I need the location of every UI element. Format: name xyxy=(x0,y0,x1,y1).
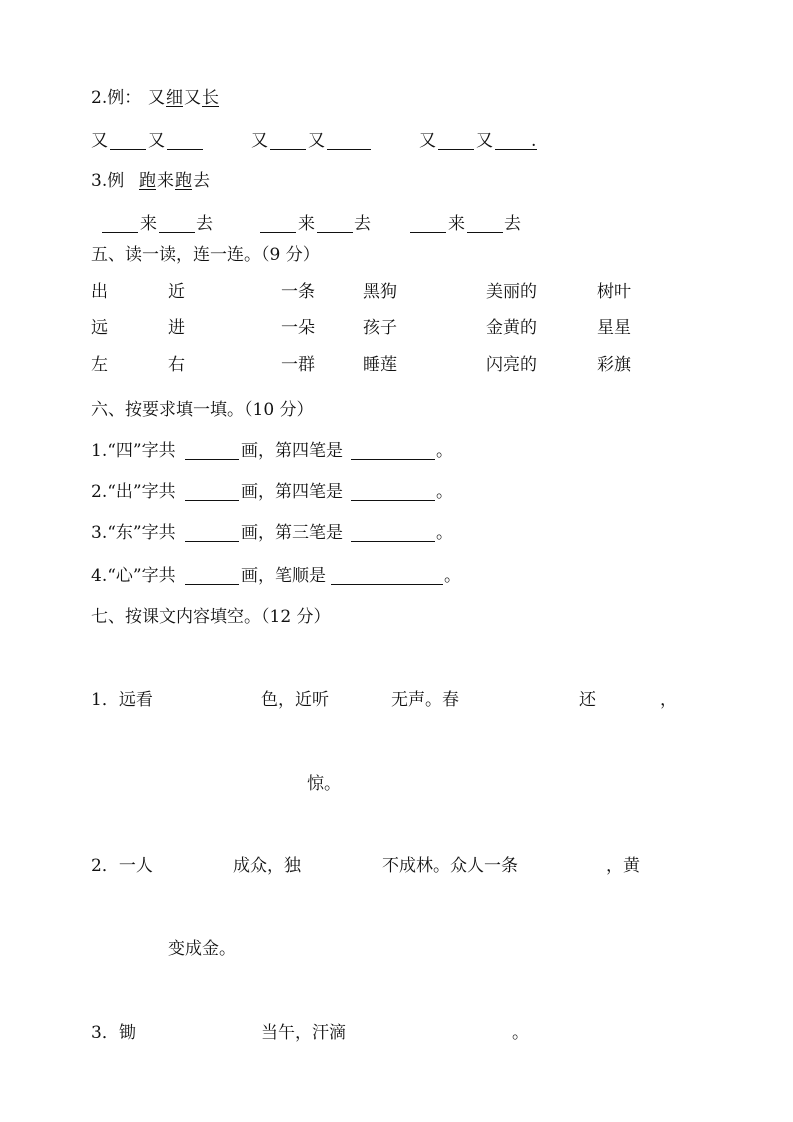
blank-suffix: 来 xyxy=(298,214,315,234)
match-item[interactable]: 左 xyxy=(91,355,108,375)
match-item[interactable]: 黑狗 xyxy=(363,282,397,302)
ex3-char: 来 xyxy=(157,171,174,191)
fill-blank[interactable] xyxy=(185,523,239,542)
fill-blank[interactable] xyxy=(102,214,138,233)
fill-blank[interactable] xyxy=(410,214,446,233)
match-item[interactable]: 近 xyxy=(168,282,185,302)
section-7-title: 七、按课文内容填空。（12 分） xyxy=(91,607,331,627)
poem-text: 无声。春 xyxy=(391,690,459,710)
section-5-title: 五、读一读，连一连。（9 分） xyxy=(91,245,320,265)
match-item[interactable]: 金黄的 xyxy=(486,318,537,338)
fill-blank[interactable] xyxy=(260,214,296,233)
match-item[interactable]: 右 xyxy=(168,355,185,375)
question-text: 画，第四笔是 xyxy=(241,482,343,502)
poem-text: 不成林。众人一条 xyxy=(382,856,518,876)
ex3-prefix: 3.例 xyxy=(91,171,125,191)
question-text: 1.“四”字共 xyxy=(91,441,176,461)
ex3-char: 跑 xyxy=(139,171,156,191)
match-item[interactable]: 彩旗 xyxy=(597,355,631,375)
fill-blank[interactable] xyxy=(185,566,239,585)
fill-blank[interactable] xyxy=(159,214,195,233)
question-text: 画，笔顺是 xyxy=(241,566,326,586)
question-end: 。 xyxy=(436,482,453,502)
blank-prefix: 又 xyxy=(91,131,108,151)
poem-text: 还 xyxy=(579,690,596,710)
fill-blank[interactable] xyxy=(327,131,371,150)
fill-blank[interactable] xyxy=(351,523,435,542)
fill-blank[interactable] xyxy=(167,131,203,150)
blank-suffix: 去 xyxy=(196,214,213,234)
poem-text: 2．一人 xyxy=(91,856,153,876)
ex2-char: 又 xyxy=(148,88,165,108)
ex3-char: 跑 xyxy=(175,171,192,191)
blank-prefix: 又 xyxy=(251,131,268,151)
question-text: 画，第三笔是 xyxy=(241,523,343,543)
blank-suffix: 来 xyxy=(448,214,465,234)
ex3-char: 去 xyxy=(193,171,210,191)
ex2-char: 又 xyxy=(184,88,201,108)
match-item[interactable]: 树叶 xyxy=(597,282,631,302)
poem-text: ， xyxy=(660,690,677,710)
match-item[interactable]: 美丽的 xyxy=(486,282,537,302)
fill-blank[interactable] xyxy=(351,441,435,460)
match-item[interactable]: 出 xyxy=(91,282,108,302)
blank-suffix: 来 xyxy=(140,214,157,234)
blank-prefix: 又 xyxy=(308,131,325,151)
match-item[interactable]: 一条 xyxy=(281,282,315,302)
blank-prefix: 又 xyxy=(419,131,436,151)
poem-text: 成众，独 xyxy=(233,856,301,876)
match-item[interactable]: 孩子 xyxy=(363,318,397,338)
match-item[interactable]: 闪亮的 xyxy=(486,355,537,375)
poem-text: 变成金。 xyxy=(168,939,236,959)
ex2-char: 细 xyxy=(166,88,183,108)
match-item[interactable]: 远 xyxy=(91,318,108,338)
match-item[interactable]: 进 xyxy=(168,318,185,338)
fill-blank[interactable] xyxy=(331,566,443,585)
fill-blank[interactable] xyxy=(185,441,239,460)
question-end: 。 xyxy=(436,523,453,543)
match-item[interactable]: 一群 xyxy=(281,355,315,375)
poem-text: ，黄 xyxy=(606,856,640,876)
poem-text: 色，近听 xyxy=(261,690,329,710)
question-text: 画，第四笔是 xyxy=(241,441,343,461)
fill-blank[interactable] xyxy=(467,214,503,233)
match-item[interactable]: 一朵 xyxy=(281,318,315,338)
poem-text: 1．远看 xyxy=(91,690,153,710)
blank-suffix: 去 xyxy=(354,214,371,234)
question-text: 2.“出”字共 xyxy=(91,482,176,502)
fill-blank[interactable] xyxy=(110,131,146,150)
poem-text: 当午，汗滴 xyxy=(261,1023,346,1043)
ex2-char: 长 xyxy=(202,88,219,108)
match-item[interactable]: 睡莲 xyxy=(363,355,397,375)
match-item[interactable]: 星星 xyxy=(597,318,631,338)
fill-blank[interactable] xyxy=(317,214,353,233)
poem-text: 。 xyxy=(512,1023,529,1043)
ex2-prefix: 2.例： xyxy=(91,88,142,108)
question-text: 4.“心”字共 xyxy=(91,566,176,586)
question-end: 。 xyxy=(436,441,453,461)
end-dot: . xyxy=(531,131,537,151)
fill-blank[interactable] xyxy=(185,482,239,501)
fill-blank[interactable] xyxy=(351,482,435,501)
blank-prefix: 又 xyxy=(148,131,165,151)
fill-blank[interactable] xyxy=(270,131,306,150)
section-6-title: 六、按要求填一填。（10 分） xyxy=(91,400,314,420)
fill-blank[interactable] xyxy=(438,131,474,150)
question-end: 。 xyxy=(444,566,461,586)
blank-prefix: 又 xyxy=(476,131,493,151)
poem-text: 惊。 xyxy=(307,774,341,794)
poem-text: 3．锄 xyxy=(91,1023,136,1043)
question-text: 3.“东”字共 xyxy=(91,523,176,543)
blank-suffix: 去 xyxy=(504,214,521,234)
